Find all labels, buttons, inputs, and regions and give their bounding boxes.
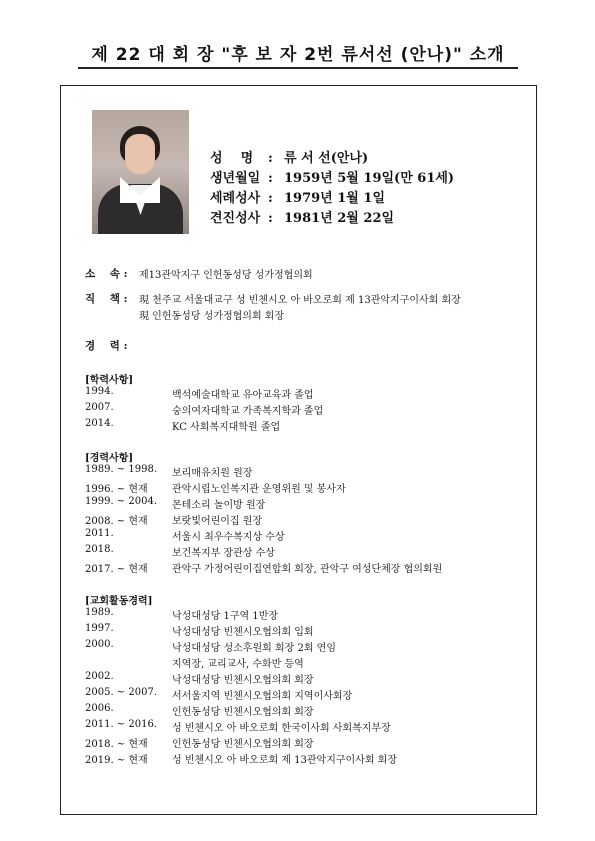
- name-value: 류 서 선(안나): [284, 151, 369, 166]
- church-desc: 낙성대성당 빈첸시오협의회 회장: [172, 675, 314, 686]
- work-desc: 보랏빛어린이집 원장: [172, 516, 263, 527]
- church-desc: 성 빈첸시오 아 바오로회 한국이사회 사회복지부장: [172, 723, 391, 734]
- work-desc: 관악구 가정어린이집연합회 회장, 관악구 여성단체장 협의회원: [172, 564, 443, 575]
- position-item: 現 천주교 서울대교구 성 빈첸시오 아 바오로회 제 13관악지구이사회 회장: [139, 295, 461, 306]
- education-desc: 백석예술대학교 유아교육과 졸업: [172, 390, 314, 401]
- baptism-value: 1979년 1월 1일: [284, 191, 385, 206]
- church-desc: 인헌동성당 빈첸시오협의회 회장: [172, 739, 314, 750]
- church-year: 2006.: [85, 703, 114, 714]
- birth-row: 생년월일 : 1959년 5월 19일(만 61세): [210, 167, 454, 186]
- affiliation-value: 제13관악지구 인헌동성당 성가정협의회: [139, 270, 313, 281]
- confirmation-label: 견진성사: [210, 211, 261, 226]
- work-desc: 보리매유치원 원장: [172, 468, 253, 479]
- confirmation-value: 1981년 2월 22일: [284, 211, 395, 226]
- church-year: 2019. ~ 현재: [85, 755, 148, 766]
- work-year: 1999. ~ 2004.: [85, 496, 157, 507]
- church-desc: 낙성대성당 빈첸시오협의회 입회: [172, 627, 314, 638]
- position-item: 現 인헌동성당 성가정협의회 회장: [139, 311, 285, 322]
- work-desc: 관악시립노인복지관 운영위원 및 봉사자: [172, 484, 346, 495]
- church-year: 2018. ~ 현재: [85, 739, 148, 750]
- name-row: 성 명 : 류 서 선(안나): [210, 147, 368, 166]
- page-title: 제 22 대 회 장 "후 보 자 2번 류서선 (안나)" 소개: [78, 40, 518, 69]
- work-year: 1989. ~ 1998.: [85, 464, 157, 475]
- education-title: [학력사항]: [85, 375, 134, 386]
- church-desc: 낙성대성당 성소후원회 회장 2회 연임: [172, 643, 336, 654]
- candidate-photo: [92, 110, 189, 234]
- work-desc: 서울시 최우수복지상 수상: [172, 532, 285, 543]
- work-year: 1996. ~ 현재: [85, 484, 148, 495]
- church-year: 1989.: [85, 607, 114, 618]
- confirmation-row: 견진성사 : 1981년 2월 22일: [210, 207, 394, 226]
- work-year: 2008. ~ 현재: [85, 516, 148, 527]
- church-title: [교회활동경력]: [85, 596, 153, 607]
- name-label: 성 명: [210, 151, 254, 166]
- baptism-label: 세례성사: [210, 191, 261, 206]
- church-year: 2000.: [85, 639, 114, 650]
- church-desc: 서서울지역 빈첸시오협의회 지역이사회장: [172, 691, 353, 702]
- church-year: 1997.: [85, 623, 114, 634]
- church-desc: 성 빈첸시오 아 바오로회 제 13관악지구이사회 회장: [172, 755, 397, 766]
- education-year: 2014.: [85, 418, 114, 429]
- work-desc: 보건복지부 장관상 수상: [172, 548, 275, 559]
- education-year: 2007.: [85, 402, 114, 413]
- church-year: 2011. ~ 2016.: [85, 719, 157, 730]
- church-year: 2002.: [85, 671, 114, 682]
- education-desc: 숭의여자대학교 가족복지학과 졸업: [172, 406, 324, 417]
- position-label: 직 책 :: [85, 293, 128, 305]
- education-year: 1994.: [85, 386, 114, 397]
- career-label: 경 력 :: [85, 340, 128, 352]
- work-title: [경력사항]: [85, 453, 134, 464]
- education-desc: KC 사회복지대학원 졸업: [172, 422, 281, 433]
- work-year: 2018.: [85, 544, 114, 555]
- work-year: 2011.: [85, 528, 114, 539]
- church-desc: 인헌동성당 빈첸시오협의회 회장: [172, 707, 314, 718]
- work-desc: 몬테소리 놀이방 원장: [172, 500, 266, 511]
- birth-label: 생년월일: [210, 171, 261, 186]
- church-year: 2005. ~ 2007.: [85, 687, 157, 698]
- affiliation-label: 소 속 :: [85, 268, 128, 280]
- church-desc: 지역장, 교리교사, 수화반 등역: [172, 659, 304, 670]
- birth-value: 1959년 5월 19일(만 61세): [284, 171, 455, 186]
- baptism-row: 세례성사 : 1979년 1월 1일: [210, 187, 385, 206]
- work-year: 2017. ~ 현재: [85, 564, 148, 575]
- church-desc: 낙성대성당 1구역 1반장: [172, 611, 279, 622]
